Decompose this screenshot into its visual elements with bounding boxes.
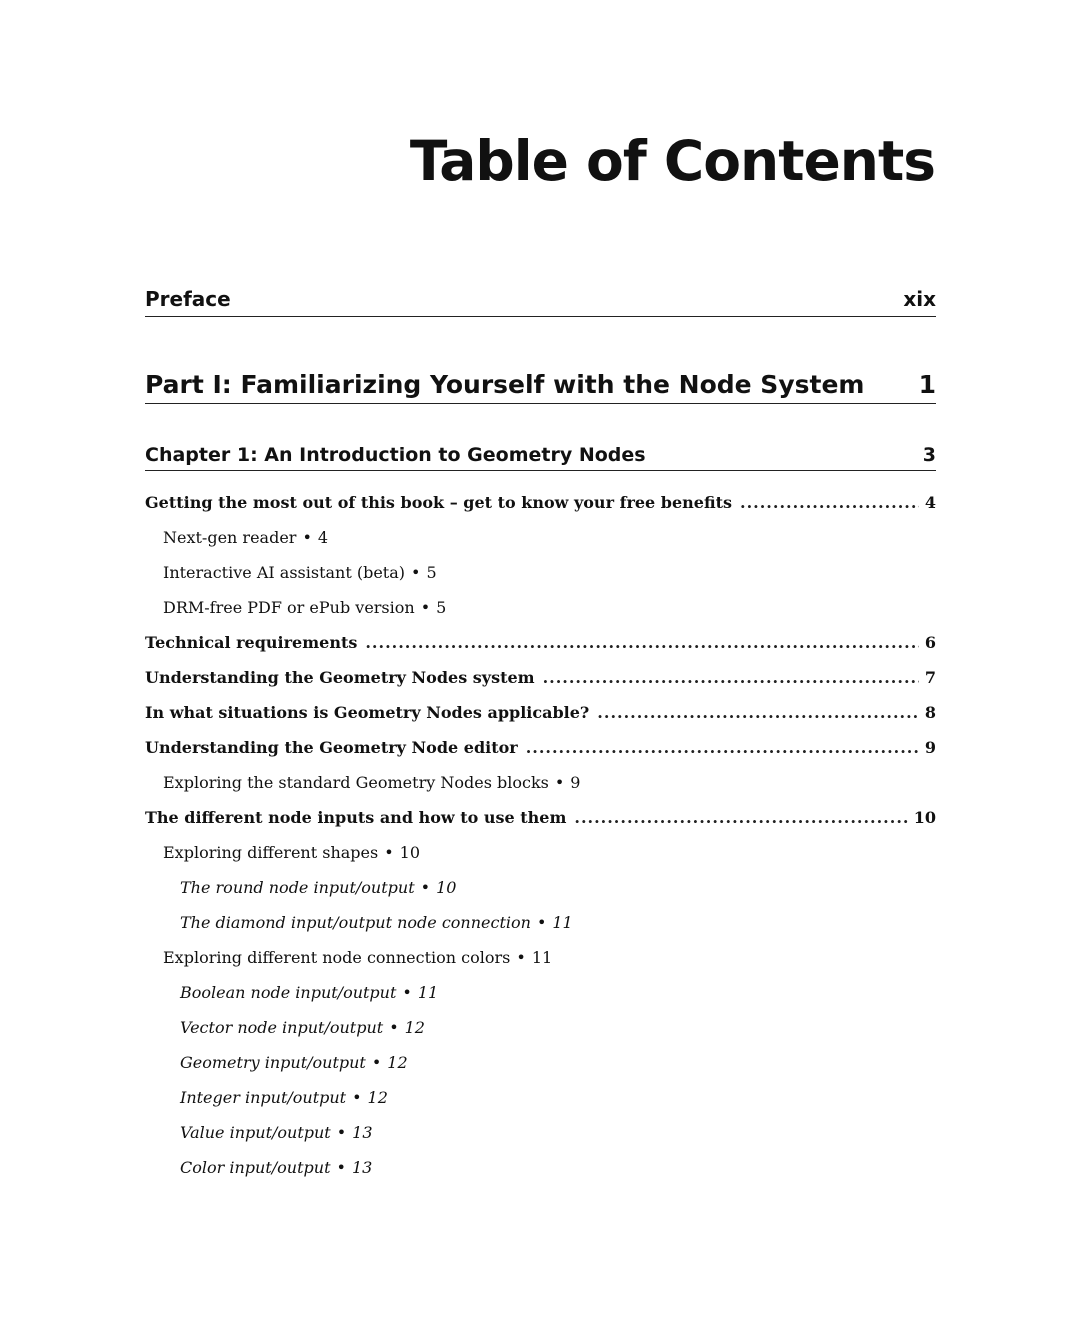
toc-subsection-entry[interactable] [145,835,936,870]
bullet-separator: • [371,1053,382,1072]
bullet-separator: • [411,563,421,582]
toc-part-heading[interactable] [145,364,936,404]
toc-preface-heading[interactable] [145,284,936,317]
entry-page-number: 9 [570,773,581,792]
entry-title: Geometry input/output [180,1053,366,1072]
entry-page-number: 4 [317,528,329,547]
toc-subsubsection-entry[interactable] [145,1115,936,1150]
entry-page-number: 12 [404,1018,425,1037]
entry-title: Color input/output [180,1158,331,1177]
entry-page-number: 13 [352,1123,373,1142]
entry-title: Understanding the Geometry Node editor [145,738,518,757]
dot-leader [574,808,907,827]
toc-subsection-entry[interactable] [145,940,936,975]
bullet-separator: • [302,528,312,547]
entry-title: The different node inputs and how to use them [145,808,567,827]
entry-page-number: 4 [924,493,936,512]
preface-label: Preface [145,287,231,311]
toc-subsubsection-entry[interactable] [145,870,936,905]
page-title: Table of Contents [409,129,935,193]
entry-title: Value input/output [180,1123,331,1142]
entry-title: Exploring different shapes [163,843,379,862]
dot-leader [543,668,919,687]
entry-page-number: 6 [924,633,936,652]
bullet-separator: • [389,1018,399,1037]
toc-section-entry[interactable] [145,695,936,730]
entry-title: The round node input/output [180,878,415,897]
entry-title: Interactive AI assistant (beta) [163,563,406,582]
entry-title: Exploring different node connection colors [163,948,511,967]
toc-chapter-heading[interactable] [145,439,936,471]
toc-subsubsection-entry[interactable] [145,975,936,1010]
dot-leader [597,703,919,722]
toc-subsection-entry[interactable] [145,590,936,625]
entry-page-number: 10 [436,878,457,897]
toc-section-entry[interactable] [145,730,936,765]
toc-subsection-entry[interactable] [145,765,936,800]
toc-subsubsection-entry[interactable] [145,1150,936,1185]
dot-leader [740,493,919,512]
chapter-label: Chapter 1: An Introduction to Geometry Nodes [145,444,646,466]
bullet-separator: • [352,1088,362,1107]
entry-page-number: 11 [531,948,553,967]
entry-title: In what situations is Geometry Nodes applicable? [145,703,590,722]
bullet-separator: • [516,948,526,967]
dot-leader [365,633,919,652]
toc-subsubsection-entry[interactable] [145,905,936,940]
entry-page-number: 10 [913,808,936,827]
entry-title: Getting the most out of this book – get to know your free benefits [145,493,733,512]
bullet-separator: • [402,983,412,1002]
entry-page-number: 12 [387,1053,408,1072]
bullet-separator: • [336,1158,346,1177]
dot-leader [526,738,919,757]
entry-title: Next-gen reader [163,528,297,547]
toc-section-entry[interactable] [145,660,936,695]
preface-page-number: xix [903,287,936,311]
entry-title: DRM-free PDF or ePub version [163,598,415,617]
entry-title: Understanding the Geometry Nodes system [145,668,535,687]
chapter-page-number: 3 [922,444,936,466]
bullet-separator: • [336,1123,347,1142]
entry-page-number: 7 [924,668,936,687]
entry-page-number: 5 [436,598,447,617]
toc-section-entry[interactable] [145,625,936,660]
entry-title: The diamond input/output node connection [180,913,531,932]
entry-page-number: 10 [399,843,420,862]
bullet-separator: • [554,773,565,792]
entry-page-number: 13 [351,1158,373,1177]
entry-page-number: 12 [367,1088,388,1107]
entry-page-number: 8 [924,703,936,722]
entry-title: Vector node input/output [180,1018,384,1037]
part-label: Part I: Familiarizing Yourself with the Node System [145,370,865,399]
entry-page-number: 11 [417,983,439,1002]
toc-section-entry[interactable] [145,485,936,520]
toc-subsection-entry[interactable] [145,520,936,555]
entry-page-number: 11 [552,913,573,932]
toc-subsubsection-entry[interactable] [145,1045,936,1080]
part-page-number: 1 [918,370,936,399]
bullet-separator: • [420,878,431,897]
entry-title: Exploring the standard Geometry Nodes blocks [163,773,549,792]
bullet-separator: • [420,598,431,617]
entry-title: Technical requirements [145,633,358,652]
bullet-separator: • [384,843,394,862]
entry-title: Integer input/output [180,1088,347,1107]
toc-subsubsection-entry[interactable] [145,1010,936,1045]
toc-section-entry[interactable] [145,800,936,835]
bullet-separator: • [536,913,547,932]
toc-entry-list [145,485,936,1185]
toc-subsection-entry[interactable] [145,555,936,590]
entry-title: Boolean node input/output [180,983,397,1002]
entry-page-number: 5 [426,563,437,582]
toc-subsubsection-entry[interactable] [145,1080,936,1115]
entry-page-number: 9 [924,738,936,757]
